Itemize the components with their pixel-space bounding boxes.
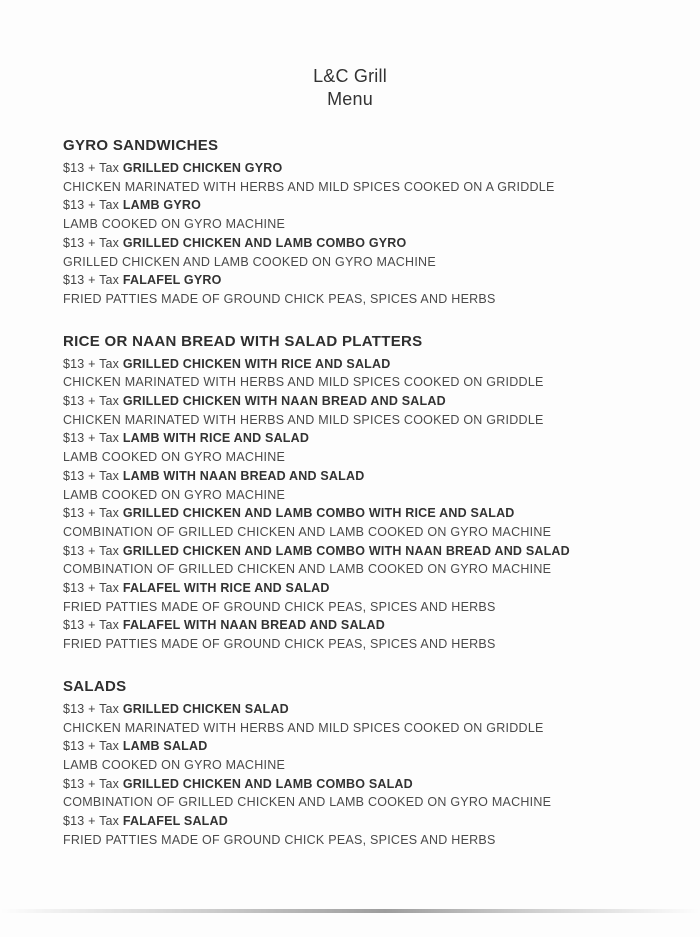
item-description: FRIED PATTIES MADE OF GROUND CHICK PEAS, SPICES AND HERBS [63, 637, 496, 652]
menu-content [63, 136, 653, 873]
menu-item [63, 812, 653, 831]
item-name: FALAFEL GYRO [122, 273, 222, 288]
item-description: CHICKEN MARINATED WITH HERBS AND MILD SPICES COOKED ON GRIDDLE [63, 412, 544, 427]
item-name: LAMB WITH RICE AND SALAD [122, 431, 310, 446]
menu-item [63, 737, 653, 756]
item-name: GRILLED CHICKEN SALAD [122, 701, 289, 716]
item-price: $13 + Tax [63, 273, 120, 288]
section-heading: SALADS [63, 677, 127, 695]
page-title: Menu [327, 89, 373, 109]
menu-item [63, 616, 653, 635]
item-description: LAMB COOKED ON GYRO MACHINE [63, 450, 286, 465]
item-name: LAMB WITH NAAN BREAD AND SALAD [122, 468, 365, 483]
item-price: $13 + Tax [63, 468, 120, 483]
item-price: $13 + Tax [63, 776, 120, 791]
item-price: $13 + Tax [63, 235, 120, 250]
item-name: FALAFEL WITH RICE AND SALAD [122, 581, 330, 596]
menu-section [63, 136, 653, 309]
item-price: $13 + Tax [63, 701, 120, 716]
menu-item [63, 196, 653, 215]
item-description: FRIED PATTIES MADE OF GROUND CHICK PEAS, SPICES AND HERBS [63, 599, 496, 614]
item-price: $13 + Tax [63, 431, 120, 446]
item-description: LAMB COOKED ON GYRO MACHINE [63, 487, 286, 502]
item-price: $13 + Tax [63, 618, 120, 633]
item-price: $13 + Tax [63, 739, 120, 754]
item-description: FRIED PATTIES MADE OF GROUND CHICK PEAS, SPICES AND HERBS [63, 291, 496, 306]
item-description: GRILLED CHICKEN AND LAMB COOKED ON GYRO MACHINE [63, 254, 436, 269]
item-price: $13 + Tax [63, 581, 120, 596]
item-name: GRILLED CHICKEN AND LAMB COMBO SALAD [122, 776, 413, 791]
section-heading: GYRO SANDWICHES [63, 137, 219, 154]
item-name: GRILLED CHICKEN AND LAMB COMBO WITH RICE AND SALAD [122, 506, 515, 521]
menu-item [63, 159, 653, 178]
item-description: LAMB COOKED ON GYRO MACHINE [63, 217, 286, 232]
item-price: $13 + Tax [63, 394, 120, 409]
menu-item [63, 355, 653, 374]
item-name: LAMB SALAD [122, 739, 208, 754]
item-price: $13 + Tax [63, 356, 120, 371]
item-name: GRILLED CHICKEN GYRO [122, 161, 283, 175]
menu-item [63, 700, 653, 719]
item-name: FALAFEL WITH NAAN BREAD AND SALAD [122, 618, 385, 633]
restaurant-name: L&C Grill [313, 66, 387, 86]
menu-item [63, 504, 653, 523]
item-description: COMBINATION OF GRILLED CHICKEN AND LAMB COOKED ON GYRO MACHINE [63, 562, 552, 577]
menu-item [63, 234, 653, 253]
item-price: $13 + Tax [63, 161, 120, 175]
menu-item [63, 467, 653, 486]
item-name: GRILLED CHICKEN AND LAMB COMBO GYRO [122, 235, 407, 250]
item-description: COMBINATION OF GRILLED CHICKEN AND LAMB COOKED ON GYRO MACHINE [63, 795, 552, 810]
section-heading: RICE OR NAAN BREAD WITH SALAD PLATTERS [63, 332, 423, 350]
menu-item [63, 542, 653, 561]
item-name: GRILLED CHICKEN WITH RICE AND SALAD [122, 356, 391, 371]
menu-item [63, 775, 653, 794]
menu-section [63, 332, 653, 654]
item-description: CHICKEN MARINATED WITH HERBS AND MILD SPICES COOKED ON GRIDDLE [63, 375, 544, 390]
item-name: GRILLED CHICKEN WITH NAAN BREAD AND SALAD [122, 394, 446, 409]
item-price: $13 + Tax [63, 506, 120, 521]
item-description: LAMB COOKED ON GYRO MACHINE [63, 757, 286, 772]
menu-item [63, 392, 653, 411]
item-price: $13 + Tax [63, 814, 120, 829]
scan-edge-shadow [0, 909, 700, 913]
item-description: FRIED PATTIES MADE OF GROUND CHICK PEAS, SPICES AND HERBS [63, 832, 496, 847]
item-description: CHICKEN MARINATED WITH HERBS AND MILD SPICES COOKED ON GRIDDLE [63, 720, 544, 735]
item-description: COMBINATION OF GRILLED CHICKEN AND LAMB COOKED ON GYRO MACHINE [63, 524, 552, 539]
item-name: FALAFEL SALAD [122, 814, 228, 829]
menu-item [63, 579, 653, 598]
item-name: GRILLED CHICKEN AND LAMB COMBO WITH NAAN BREAD AND SALAD [122, 543, 570, 558]
menu-section [63, 677, 653, 850]
menu-item [63, 429, 653, 448]
item-description: CHICKEN MARINATED WITH HERBS AND MILD SPICES COOKED ON A GRIDDLE [63, 179, 555, 194]
item-price: $13 + Tax [63, 198, 120, 213]
item-name: LAMB GYRO [122, 198, 202, 213]
item-price: $13 + Tax [63, 543, 120, 558]
menu-item [63, 271, 653, 290]
